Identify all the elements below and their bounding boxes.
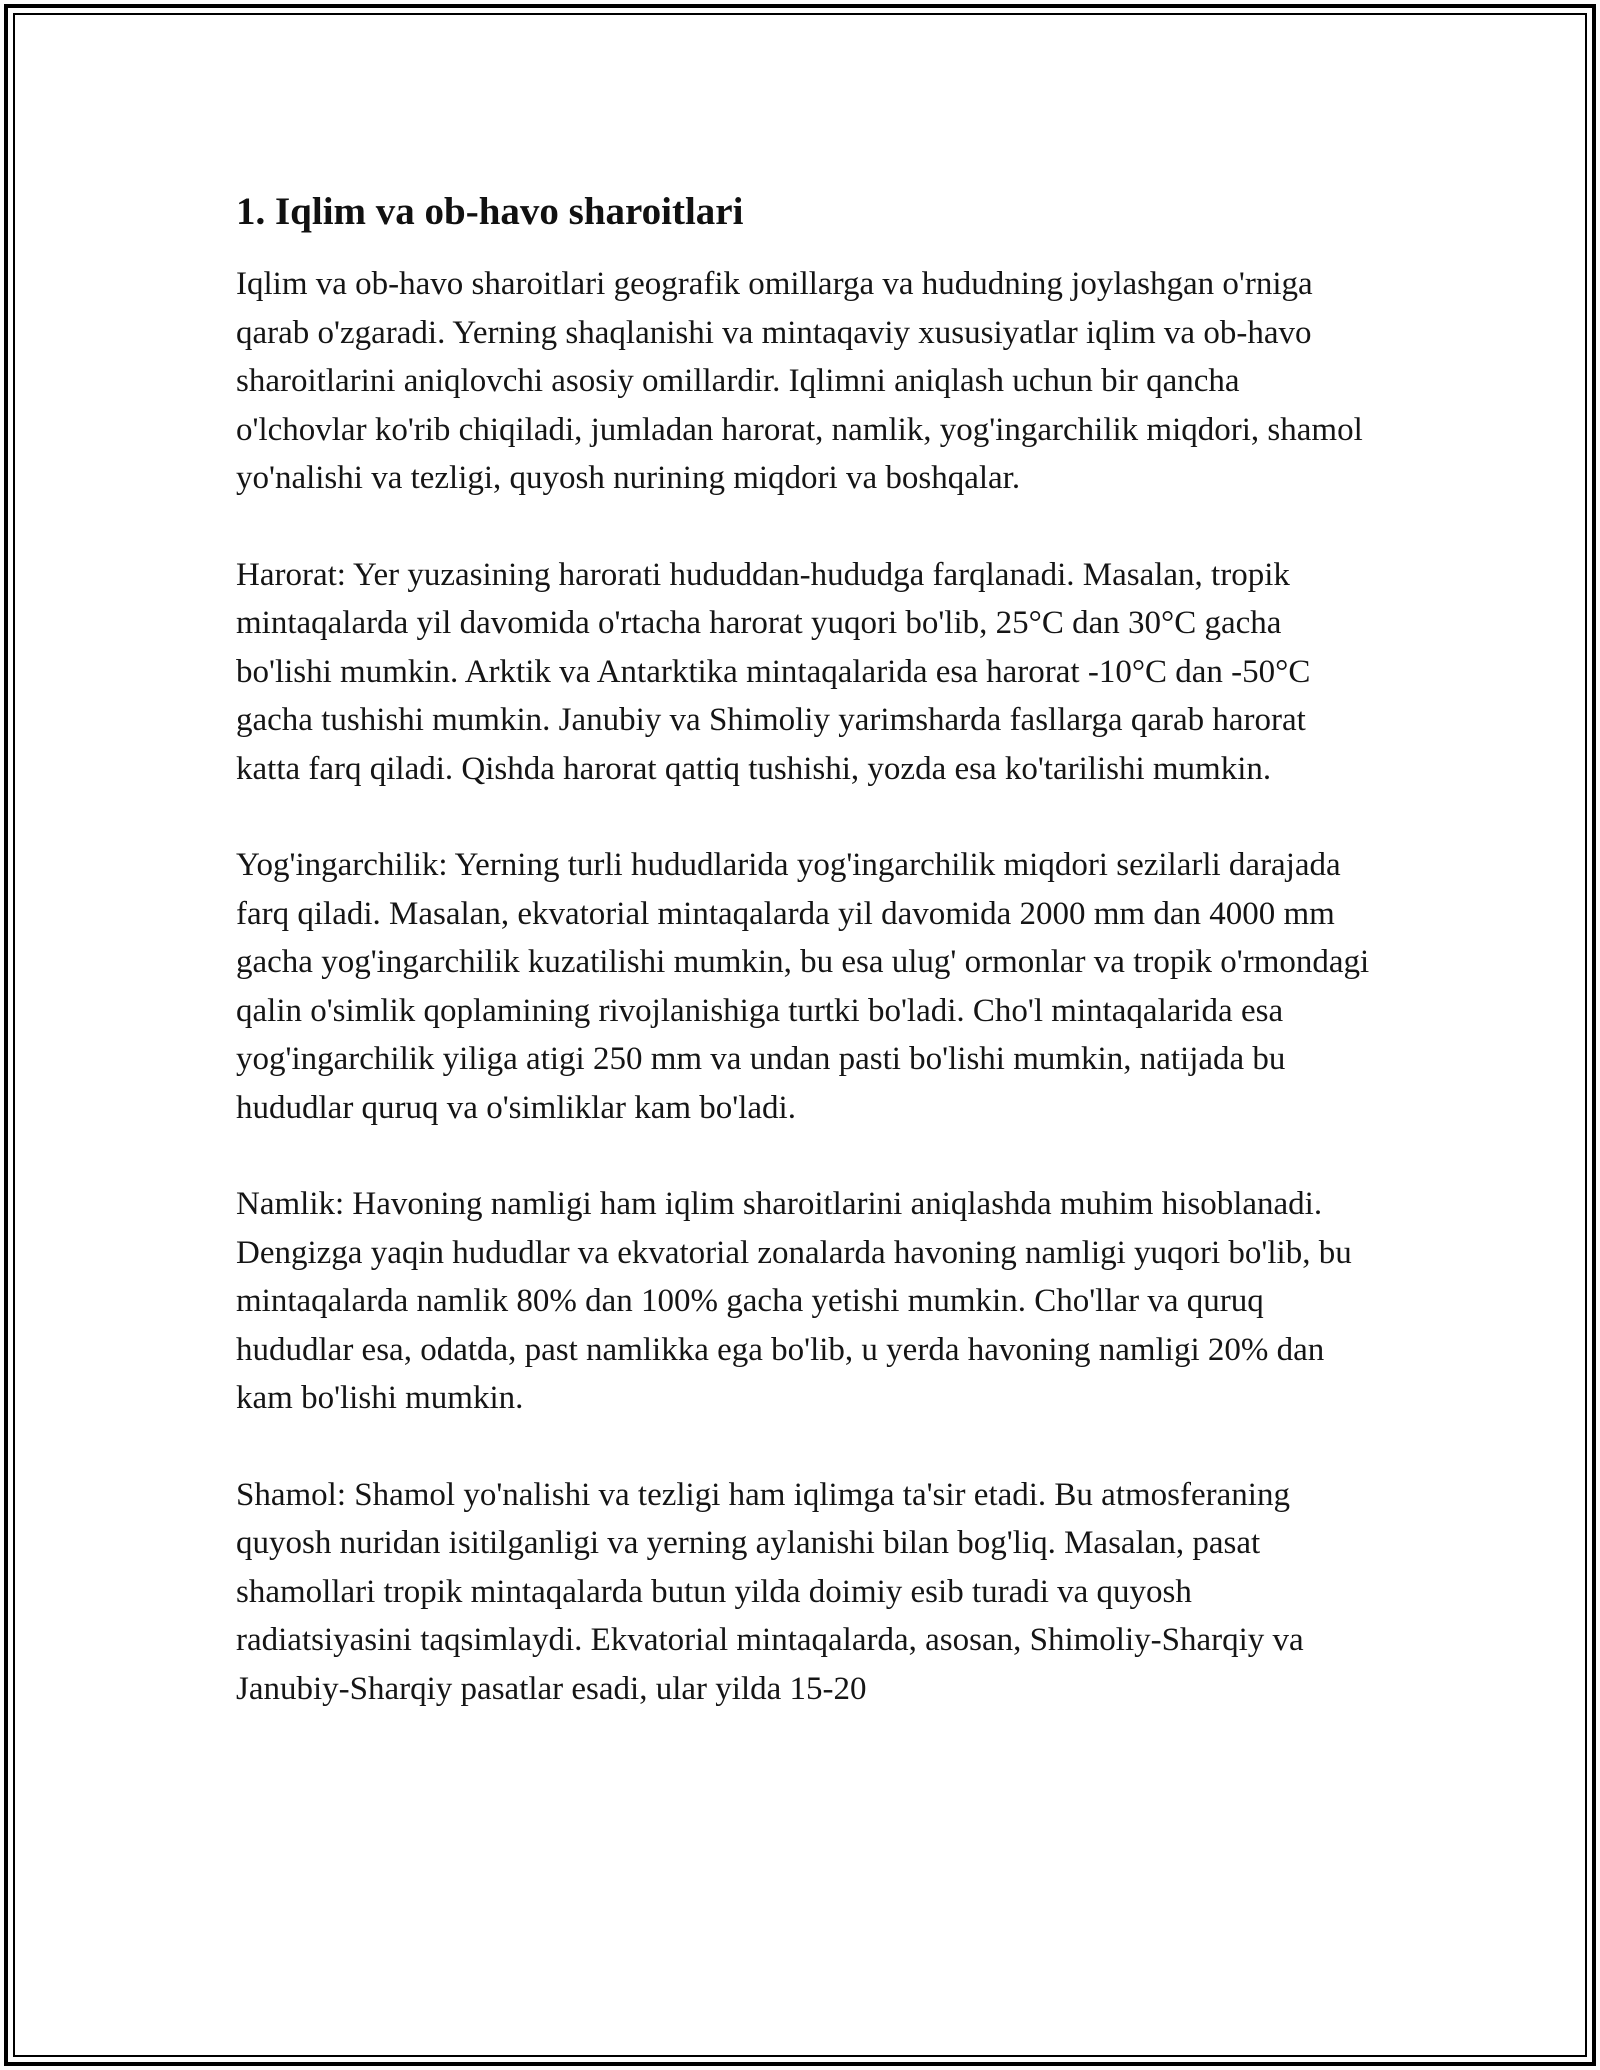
paragraph-humidity: Namlik: Havoning namligi ham iqlim sharoitlarini aniqlashda muhim hisoblanadi. Dengizga yaqin hududlar va ekvatorial zonalarda havoning namligi yuqori bo'lib, bu mintaqalarda namlik 80% dan 100% gacha yetishi mumkin. Cho'llar va quruq hududlar esa, odatda, past namlikka ega bo'lib, u yerda havoning namligi 20% dan kam bo'lishi mumkin. xyxy=(236,1186,1352,1416)
paragraph-precipitation: Yog'ingarchilik: Yerning turli hududlarida yog'ingarchilik miqdori sezilarli darajada farq qiladi. Masalan, ekvatorial mintaqalarda yil davomida 2000 mm dan 4000 mm gacha yog'ingarchilik kuzatilishi mumkin, bu esa ulug' ormonlar va tropik o'rmondagi qalin o'simlik qoplamining rivojlanishiga turtki bo'ladi. Cho'l mintaqalarida esa yog'ingarchilik yiliga atigi 250 mm va undan pasti bo'lishi mumkin, natijada bu hududlar quruq va o'simliklar kam bo'ladi. xyxy=(236,847,1370,1126)
paragraph-wind: Shamol: Shamol yo'nalishi va tezligi ham iqlimga ta'sir etadi. Bu atmosferaning quyosh nuridan isitilganligi va yerning aylanishi bilan bog'liq. Masalan, pasat shamollari tropik mintaqalarda butun yilda doimiy esib turadi va quyosh radiatsiyasini taqsimlaydi. Ekvatorial mintaqalarda, asosan, Shimoliy-Sharqiy va Janubiy-Sharqiy pasatlar esadi, ular yilda 15-20 xyxy=(236,1476,1304,1707)
document-body xyxy=(236,188,1376,1761)
paragraph-intro: Iqlim va ob-havo sharoitlari geografik omillarga va hududning joylashgan o'rniga qarab o'zgaradi. Yerning shaqlanishi va mintaqaviy xususiyatlar iqlim va ob-havo sharoitlarini aniqlovchi asosiy omillardir. Iqlimni aniqlash uchun bir qancha o'lchovlar ko'rib chiqiladi, jumladan harorat, namlik, yog'ingarchilik miqdori, shamol yo'nalishi va tezligi, quyosh nurining miqdori va boshqalar. xyxy=(236,266,1363,496)
paragraph-temperature: Harorat: Yer yuzasining harorati hududdan-hududga farqlanadi. Masalan, tropik mintaqalarda yil davomida o'rtacha harorat yuqori bo'lib, 25°C dan 30°C gacha bo'lishi mumkin. Arktik va Antarktika mintaqalarida esa harorat -10°C dan -50°C gacha tushishi mumkin. Janubiy va Shimoliy yarimsharda fasllarga qarab harorat katta farq qiladi. Qishda harorat qattiq tushishi, yozda esa ko'tarilishi mumkin. xyxy=(236,556,1311,787)
section-heading: 1. Iqlim va ob-havo sharoitlari xyxy=(236,190,744,233)
